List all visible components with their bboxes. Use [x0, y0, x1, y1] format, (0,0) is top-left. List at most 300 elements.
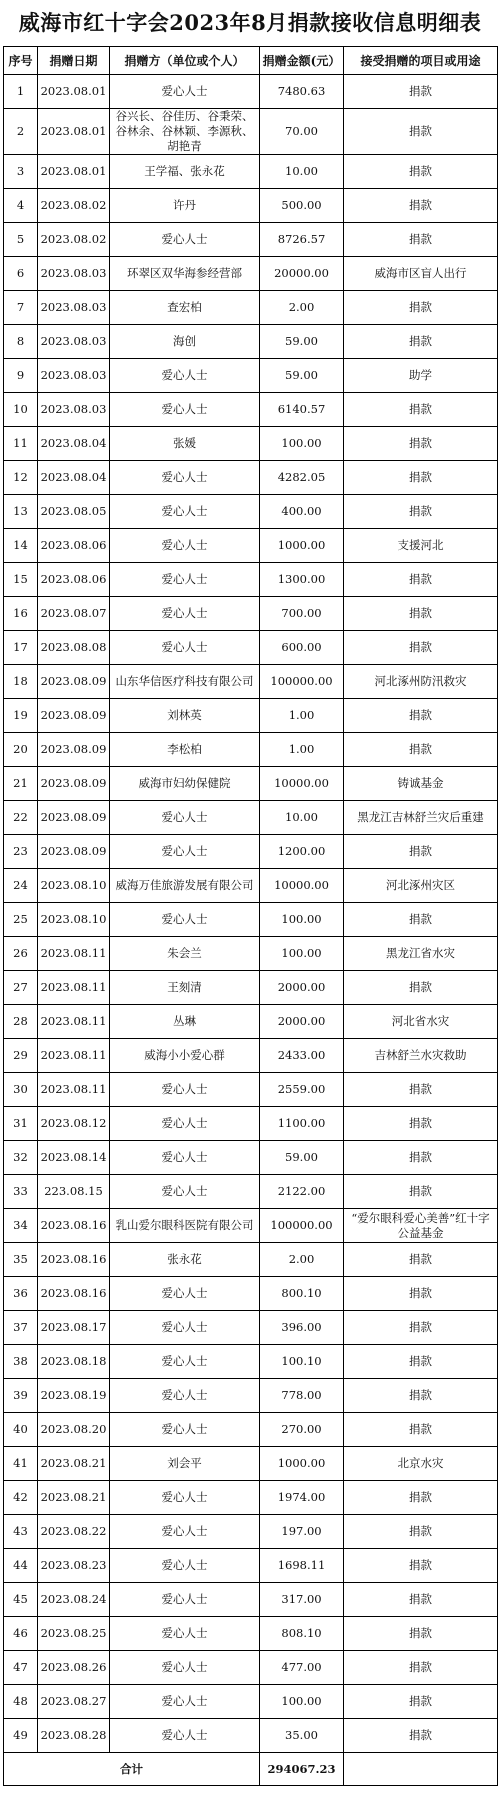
row-index: 8	[4, 325, 38, 359]
table-row	[4, 189, 498, 223]
row-donor: 王学福、张永花	[110, 155, 260, 189]
row-purpose: 捐款	[344, 1141, 498, 1175]
table-row	[4, 291, 498, 325]
table-row	[4, 699, 498, 733]
row-date: 2023.08.09	[38, 699, 110, 733]
row-purpose: 捐款	[344, 1107, 498, 1141]
row-amount: 20000.00	[260, 257, 344, 291]
row-index: 1	[4, 75, 38, 109]
row-purpose: 捐款	[344, 325, 498, 359]
row-index: 28	[4, 1005, 38, 1039]
row-purpose: 捐款	[344, 1379, 498, 1413]
row-amount: 2000.00	[260, 971, 344, 1005]
row-amount: 2.00	[260, 1243, 344, 1277]
row-donor: 张媛	[110, 427, 260, 461]
row-donor: 爱心人士	[110, 1685, 260, 1719]
row-donor: 威海市妇幼保健院	[110, 767, 260, 801]
table-row	[4, 971, 498, 1005]
row-donor: 环翠区双华海参经营部	[110, 257, 260, 291]
row-amount: 2122.00	[260, 1175, 344, 1209]
row-amount: 7480.63	[260, 75, 344, 109]
row-index: 36	[4, 1277, 38, 1311]
row-purpose: 捐款	[344, 733, 498, 767]
table-row	[4, 597, 498, 631]
row-index: 24	[4, 869, 38, 903]
table-row	[4, 1617, 498, 1651]
row-purpose: 捐款	[344, 1345, 498, 1379]
row-index: 4	[4, 189, 38, 223]
table-row	[4, 1719, 498, 1753]
table-row	[4, 1447, 498, 1481]
row-donor: 威海万佳旅游发展有限公司	[110, 869, 260, 903]
row-date: 2023.08.11	[38, 1039, 110, 1073]
row-index: 40	[4, 1413, 38, 1447]
table-row	[4, 1005, 498, 1039]
row-amount: 1200.00	[260, 835, 344, 869]
row-amount: 2433.00	[260, 1039, 344, 1073]
row-date: 2023.08.14	[38, 1141, 110, 1175]
row-date: 2023.08.09	[38, 801, 110, 835]
row-donor: 爱心人士	[110, 1583, 260, 1617]
row-index: 29	[4, 1039, 38, 1073]
row-purpose: 捐款	[344, 1515, 498, 1549]
row-donor: 爱心人士	[110, 1073, 260, 1107]
row-donor: 爱心人士	[110, 631, 260, 665]
row-amount: 100.10	[260, 1345, 344, 1379]
row-donor: 许丹	[110, 189, 260, 223]
row-donor: 乳山爱尔眼科医院有限公司	[110, 1209, 260, 1243]
table-row	[4, 1175, 498, 1209]
row-purpose: 捐款	[344, 971, 498, 1005]
row-index: 19	[4, 699, 38, 733]
row-index: 42	[4, 1481, 38, 1515]
row-purpose: 河北涿州灾区	[344, 869, 498, 903]
row-purpose: 捐款	[344, 75, 498, 109]
row-donor: 爱心人士	[110, 1651, 260, 1685]
table-row	[4, 75, 498, 109]
table-header-row	[4, 47, 498, 75]
row-purpose: 捐款	[344, 1073, 498, 1107]
table-row	[4, 869, 498, 903]
row-purpose: 捐款	[344, 1311, 498, 1345]
row-date: 2023.08.22	[38, 1515, 110, 1549]
row-index: 21	[4, 767, 38, 801]
row-donor: 爱心人士	[110, 597, 260, 631]
row-purpose: 捐款	[344, 1549, 498, 1583]
row-index: 5	[4, 223, 38, 257]
row-date: 2023.08.18	[38, 1345, 110, 1379]
row-donor: 王刻清	[110, 971, 260, 1005]
row-amount: 317.00	[260, 1583, 344, 1617]
row-date: 2023.08.11	[38, 971, 110, 1005]
row-index: 43	[4, 1515, 38, 1549]
table-row	[4, 665, 498, 699]
row-donor: 李松柏	[110, 733, 260, 767]
table-row	[4, 1685, 498, 1719]
table-row	[4, 155, 498, 189]
row-date: 2023.08.24	[38, 1583, 110, 1617]
row-donor: 爱心人士	[110, 1107, 260, 1141]
row-donor: 爱心人士	[110, 1175, 260, 1209]
row-purpose: 捐款	[344, 393, 498, 427]
row-date: 2023.08.05	[38, 495, 110, 529]
row-amount: 500.00	[260, 189, 344, 223]
row-purpose: 捐款	[344, 109, 498, 155]
row-index: 32	[4, 1141, 38, 1175]
row-index: 39	[4, 1379, 38, 1413]
row-date: 2023.08.19	[38, 1379, 110, 1413]
row-donor: 爱心人士	[110, 1311, 260, 1345]
row-index: 47	[4, 1651, 38, 1685]
table-row	[4, 1277, 498, 1311]
table-row	[4, 109, 498, 155]
row-date: 2023.08.21	[38, 1481, 110, 1515]
row-donor: 海创	[110, 325, 260, 359]
row-amount: 100000.00	[260, 1209, 344, 1243]
row-date: 2023.08.04	[38, 461, 110, 495]
table-row	[4, 393, 498, 427]
row-purpose: 捐款	[344, 631, 498, 665]
row-date: 2023.08.20	[38, 1413, 110, 1447]
row-purpose: 捐款	[344, 1617, 498, 1651]
row-index: 15	[4, 563, 38, 597]
row-purpose: 捐款	[344, 1651, 498, 1685]
row-amount: 2.00	[260, 291, 344, 325]
row-purpose: 捐款	[344, 699, 498, 733]
row-index: 26	[4, 937, 38, 971]
header-purpose: 接受捐赠的项目或用途	[344, 47, 498, 75]
row-donor: 爱心人士	[110, 1379, 260, 1413]
row-purpose: 捐款	[344, 189, 498, 223]
row-index: 31	[4, 1107, 38, 1141]
row-donor: 爱心人士	[110, 563, 260, 597]
total-row	[4, 1753, 498, 1786]
row-index: 45	[4, 1583, 38, 1617]
row-date: 2023.08.03	[38, 291, 110, 325]
row-date: 2023.08.17	[38, 1311, 110, 1345]
row-purpose: 捐款	[344, 1413, 498, 1447]
row-index: 18	[4, 665, 38, 699]
row-index: 30	[4, 1073, 38, 1107]
row-date: 2023.08.11	[38, 1005, 110, 1039]
row-amount: 2559.00	[260, 1073, 344, 1107]
row-amount: 10000.00	[260, 869, 344, 903]
row-purpose: 捐款	[344, 223, 498, 257]
row-amount: 1300.00	[260, 563, 344, 597]
row-amount: 10.00	[260, 801, 344, 835]
table-row	[4, 631, 498, 665]
row-date: 2023.08.08	[38, 631, 110, 665]
row-amount: 1698.11	[260, 1549, 344, 1583]
row-date: 2023.08.10	[38, 869, 110, 903]
row-donor: 爱心人士	[110, 223, 260, 257]
row-purpose: 捐款	[344, 903, 498, 937]
row-donor: 爱心人士	[110, 393, 260, 427]
table-row	[4, 1549, 498, 1583]
row-amount: 10000.00	[260, 767, 344, 801]
row-amount: 100.00	[260, 937, 344, 971]
row-date: 2023.08.02	[38, 189, 110, 223]
row-index: 3	[4, 155, 38, 189]
row-amount: 2000.00	[260, 1005, 344, 1039]
row-donor: 爱心人士	[110, 903, 260, 937]
row-amount: 1000.00	[260, 1447, 344, 1481]
row-index: 13	[4, 495, 38, 529]
table-row	[4, 1345, 498, 1379]
row-donor: 爱心人士	[110, 1413, 260, 1447]
row-index: 20	[4, 733, 38, 767]
row-donor: 爱心人士	[110, 495, 260, 529]
row-donor: 爱心人士	[110, 1719, 260, 1753]
table-row	[4, 1107, 498, 1141]
row-date: 2023.08.09	[38, 835, 110, 869]
row-donor: 查宏柏	[110, 291, 260, 325]
row-index: 38	[4, 1345, 38, 1379]
table-row	[4, 835, 498, 869]
table-row	[4, 1141, 498, 1175]
row-date: 2023.08.09	[38, 767, 110, 801]
table-row	[4, 767, 498, 801]
row-date: 2023.08.23	[38, 1549, 110, 1583]
row-date: 2023.08.28	[38, 1719, 110, 1753]
row-purpose: 捐款	[344, 427, 498, 461]
row-amount: 1.00	[260, 699, 344, 733]
row-date: 2023.08.06	[38, 563, 110, 597]
row-amount: 700.00	[260, 597, 344, 631]
page-title: 威海市红十字会2023年8月捐款接收信息明细表	[18, 10, 482, 35]
table-row	[4, 937, 498, 971]
row-donor: 谷兴长、谷佳历、谷秉荣、谷林余、谷林颖、李源秋、胡艳青	[110, 109, 260, 155]
table-row	[4, 903, 498, 937]
header-index: 序号	[4, 47, 38, 75]
row-index: 11	[4, 427, 38, 461]
row-index: 33	[4, 1175, 38, 1209]
row-donor: 朱会兰	[110, 937, 260, 971]
row-amount: 600.00	[260, 631, 344, 665]
row-amount: 270.00	[260, 1413, 344, 1447]
row-date: 2023.08.16	[38, 1277, 110, 1311]
header-amount: 捐赠金额(元）	[260, 47, 344, 75]
row-index: 9	[4, 359, 38, 393]
table-row	[4, 529, 498, 563]
row-purpose: 捐款	[344, 461, 498, 495]
row-purpose: 铸诚基金	[344, 767, 498, 801]
row-purpose: 捐款	[344, 1719, 498, 1753]
row-index: 25	[4, 903, 38, 937]
row-index: 49	[4, 1719, 38, 1753]
table-row	[4, 223, 498, 257]
row-donor: 刘会平	[110, 1447, 260, 1481]
row-index: 17	[4, 631, 38, 665]
row-date: 2023.08.11	[38, 1073, 110, 1107]
row-index: 46	[4, 1617, 38, 1651]
row-donor: 爱心人士	[110, 1141, 260, 1175]
row-purpose: 黑龙江省水灾	[344, 937, 498, 971]
row-donor: 张永花	[110, 1243, 260, 1277]
row-amount: 35.00	[260, 1719, 344, 1753]
table-row	[4, 427, 498, 461]
row-index: 14	[4, 529, 38, 563]
table-row	[4, 359, 498, 393]
row-amount: 1974.00	[260, 1481, 344, 1515]
row-date: 2023.08.03	[38, 359, 110, 393]
row-amount: 1.00	[260, 733, 344, 767]
row-purpose: 威海市区盲人出行	[344, 257, 498, 291]
row-index: 48	[4, 1685, 38, 1719]
table-row	[4, 733, 498, 767]
table-row	[4, 461, 498, 495]
row-date: 2023.08.09	[38, 733, 110, 767]
row-purpose: 河北省水灾	[344, 1005, 498, 1039]
row-amount: 778.00	[260, 1379, 344, 1413]
header-date: 捐赠日期	[38, 47, 110, 75]
row-date: 2023.08.03	[38, 257, 110, 291]
row-amount: 396.00	[260, 1311, 344, 1345]
row-index: 23	[4, 835, 38, 869]
row-date: 2023.08.06	[38, 529, 110, 563]
row-index: 16	[4, 597, 38, 631]
row-donor: 爱心人士	[110, 801, 260, 835]
table-row	[4, 257, 498, 291]
row-donor: 威海小小爱心群	[110, 1039, 260, 1073]
row-purpose: 北京水灾	[344, 1447, 498, 1481]
row-index: 12	[4, 461, 38, 495]
row-purpose: 捐款	[344, 1175, 498, 1209]
row-date: 2023.08.07	[38, 597, 110, 631]
row-index: 35	[4, 1243, 38, 1277]
row-date: 2023.08.02	[38, 223, 110, 257]
row-index: 6	[4, 257, 38, 291]
row-index: 34	[4, 1209, 38, 1243]
row-date: 2023.08.21	[38, 1447, 110, 1481]
table-row	[4, 325, 498, 359]
table-row	[4, 1651, 498, 1685]
row-donor: 丛琳	[110, 1005, 260, 1039]
row-date: 2023.08.12	[38, 1107, 110, 1141]
row-purpose: 捐款	[344, 1685, 498, 1719]
table-row	[4, 1583, 498, 1617]
table-row	[4, 1515, 498, 1549]
row-purpose: 捐款	[344, 835, 498, 869]
total-label: 合计	[4, 1753, 260, 1786]
row-date: 2023.08.03	[38, 325, 110, 359]
row-donor: 爱心人士	[110, 1345, 260, 1379]
row-purpose: 吉林舒兰水灾救助	[344, 1039, 498, 1073]
row-date: 2023.08.10	[38, 903, 110, 937]
row-donor: 爱心人士	[110, 359, 260, 393]
row-date: 2023.08.26	[38, 1651, 110, 1685]
row-purpose: 捐款	[344, 563, 498, 597]
row-index: 22	[4, 801, 38, 835]
row-amount: 800.10	[260, 1277, 344, 1311]
table-row	[4, 495, 498, 529]
row-amount: 6140.57	[260, 393, 344, 427]
row-date: 2023.08.25	[38, 1617, 110, 1651]
row-date: 2023.08.09	[38, 665, 110, 699]
row-purpose: 捐款	[344, 155, 498, 189]
row-purpose: 捐款	[344, 1583, 498, 1617]
row-index: 7	[4, 291, 38, 325]
row-index: 37	[4, 1311, 38, 1345]
row-date: 2023.08.27	[38, 1685, 110, 1719]
table-row	[4, 1243, 498, 1277]
row-purpose: 助学	[344, 359, 498, 393]
row-date: 2023.08.04	[38, 427, 110, 461]
table-row	[4, 1413, 498, 1447]
row-amount: 197.00	[260, 1515, 344, 1549]
row-index: 44	[4, 1549, 38, 1583]
row-donor: 爱心人士	[110, 1515, 260, 1549]
row-amount: 70.00	[260, 109, 344, 155]
row-amount: 59.00	[260, 1141, 344, 1175]
row-amount: 1000.00	[260, 529, 344, 563]
row-date: 2023.08.01	[38, 109, 110, 155]
table-row	[4, 1209, 498, 1243]
row-donor: 刘林英	[110, 699, 260, 733]
row-date: 2023.08.16	[38, 1243, 110, 1277]
row-date: 2023.08.01	[38, 75, 110, 109]
row-purpose: 捐款	[344, 495, 498, 529]
row-donor: 爱心人士	[110, 1617, 260, 1651]
row-index: 41	[4, 1447, 38, 1481]
row-donor: 爱心人士	[110, 529, 260, 563]
row-amount: 4282.05	[260, 461, 344, 495]
row-purpose: 黑龙江吉林舒兰灾后重建	[344, 801, 498, 835]
table-row	[4, 1379, 498, 1413]
row-purpose: 河北涿州防汛救灾	[344, 665, 498, 699]
row-amount: 808.10	[260, 1617, 344, 1651]
row-date: 2023.08.16	[38, 1209, 110, 1243]
row-amount: 100.00	[260, 1685, 344, 1719]
table-row	[4, 1311, 498, 1345]
row-donor: 爱心人士	[110, 1549, 260, 1583]
donation-table	[3, 46, 498, 1786]
row-purpose: 捐款	[344, 1243, 498, 1277]
table-row	[4, 1039, 498, 1073]
row-purpose: 支援河北	[344, 529, 498, 563]
row-donor: 爱心人士	[110, 461, 260, 495]
table-row	[4, 1073, 498, 1107]
row-donor: 爱心人士	[110, 1277, 260, 1311]
table-row	[4, 1481, 498, 1515]
total-amount: 294067.23	[260, 1753, 344, 1786]
row-donor: 山东华信医疗科技有限公司	[110, 665, 260, 699]
total-purpose-cell	[344, 1753, 498, 1786]
row-date: 2023.08.03	[38, 393, 110, 427]
row-index: 27	[4, 971, 38, 1005]
row-purpose: 捐款	[344, 291, 498, 325]
row-date: 2023.08.11	[38, 937, 110, 971]
row-amount: 400.00	[260, 495, 344, 529]
row-purpose: 捐款	[344, 1277, 498, 1311]
row-donor: 爱心人士	[110, 1481, 260, 1515]
row-donor: 爱心人士	[110, 835, 260, 869]
row-amount: 100.00	[260, 427, 344, 461]
table-row	[4, 801, 498, 835]
row-date: 223.08.15	[38, 1175, 110, 1209]
row-amount: 59.00	[260, 325, 344, 359]
row-amount: 59.00	[260, 359, 344, 393]
row-date: 2023.08.01	[38, 155, 110, 189]
row-purpose: 捐款	[344, 1481, 498, 1515]
row-purpose: “爱尔眼科爱心美善”红十字公益基金	[344, 1209, 498, 1243]
row-amount: 10.00	[260, 155, 344, 189]
row-amount: 100.00	[260, 903, 344, 937]
table-row	[4, 563, 498, 597]
row-index: 2	[4, 109, 38, 155]
row-amount: 477.00	[260, 1651, 344, 1685]
row-index: 10	[4, 393, 38, 427]
